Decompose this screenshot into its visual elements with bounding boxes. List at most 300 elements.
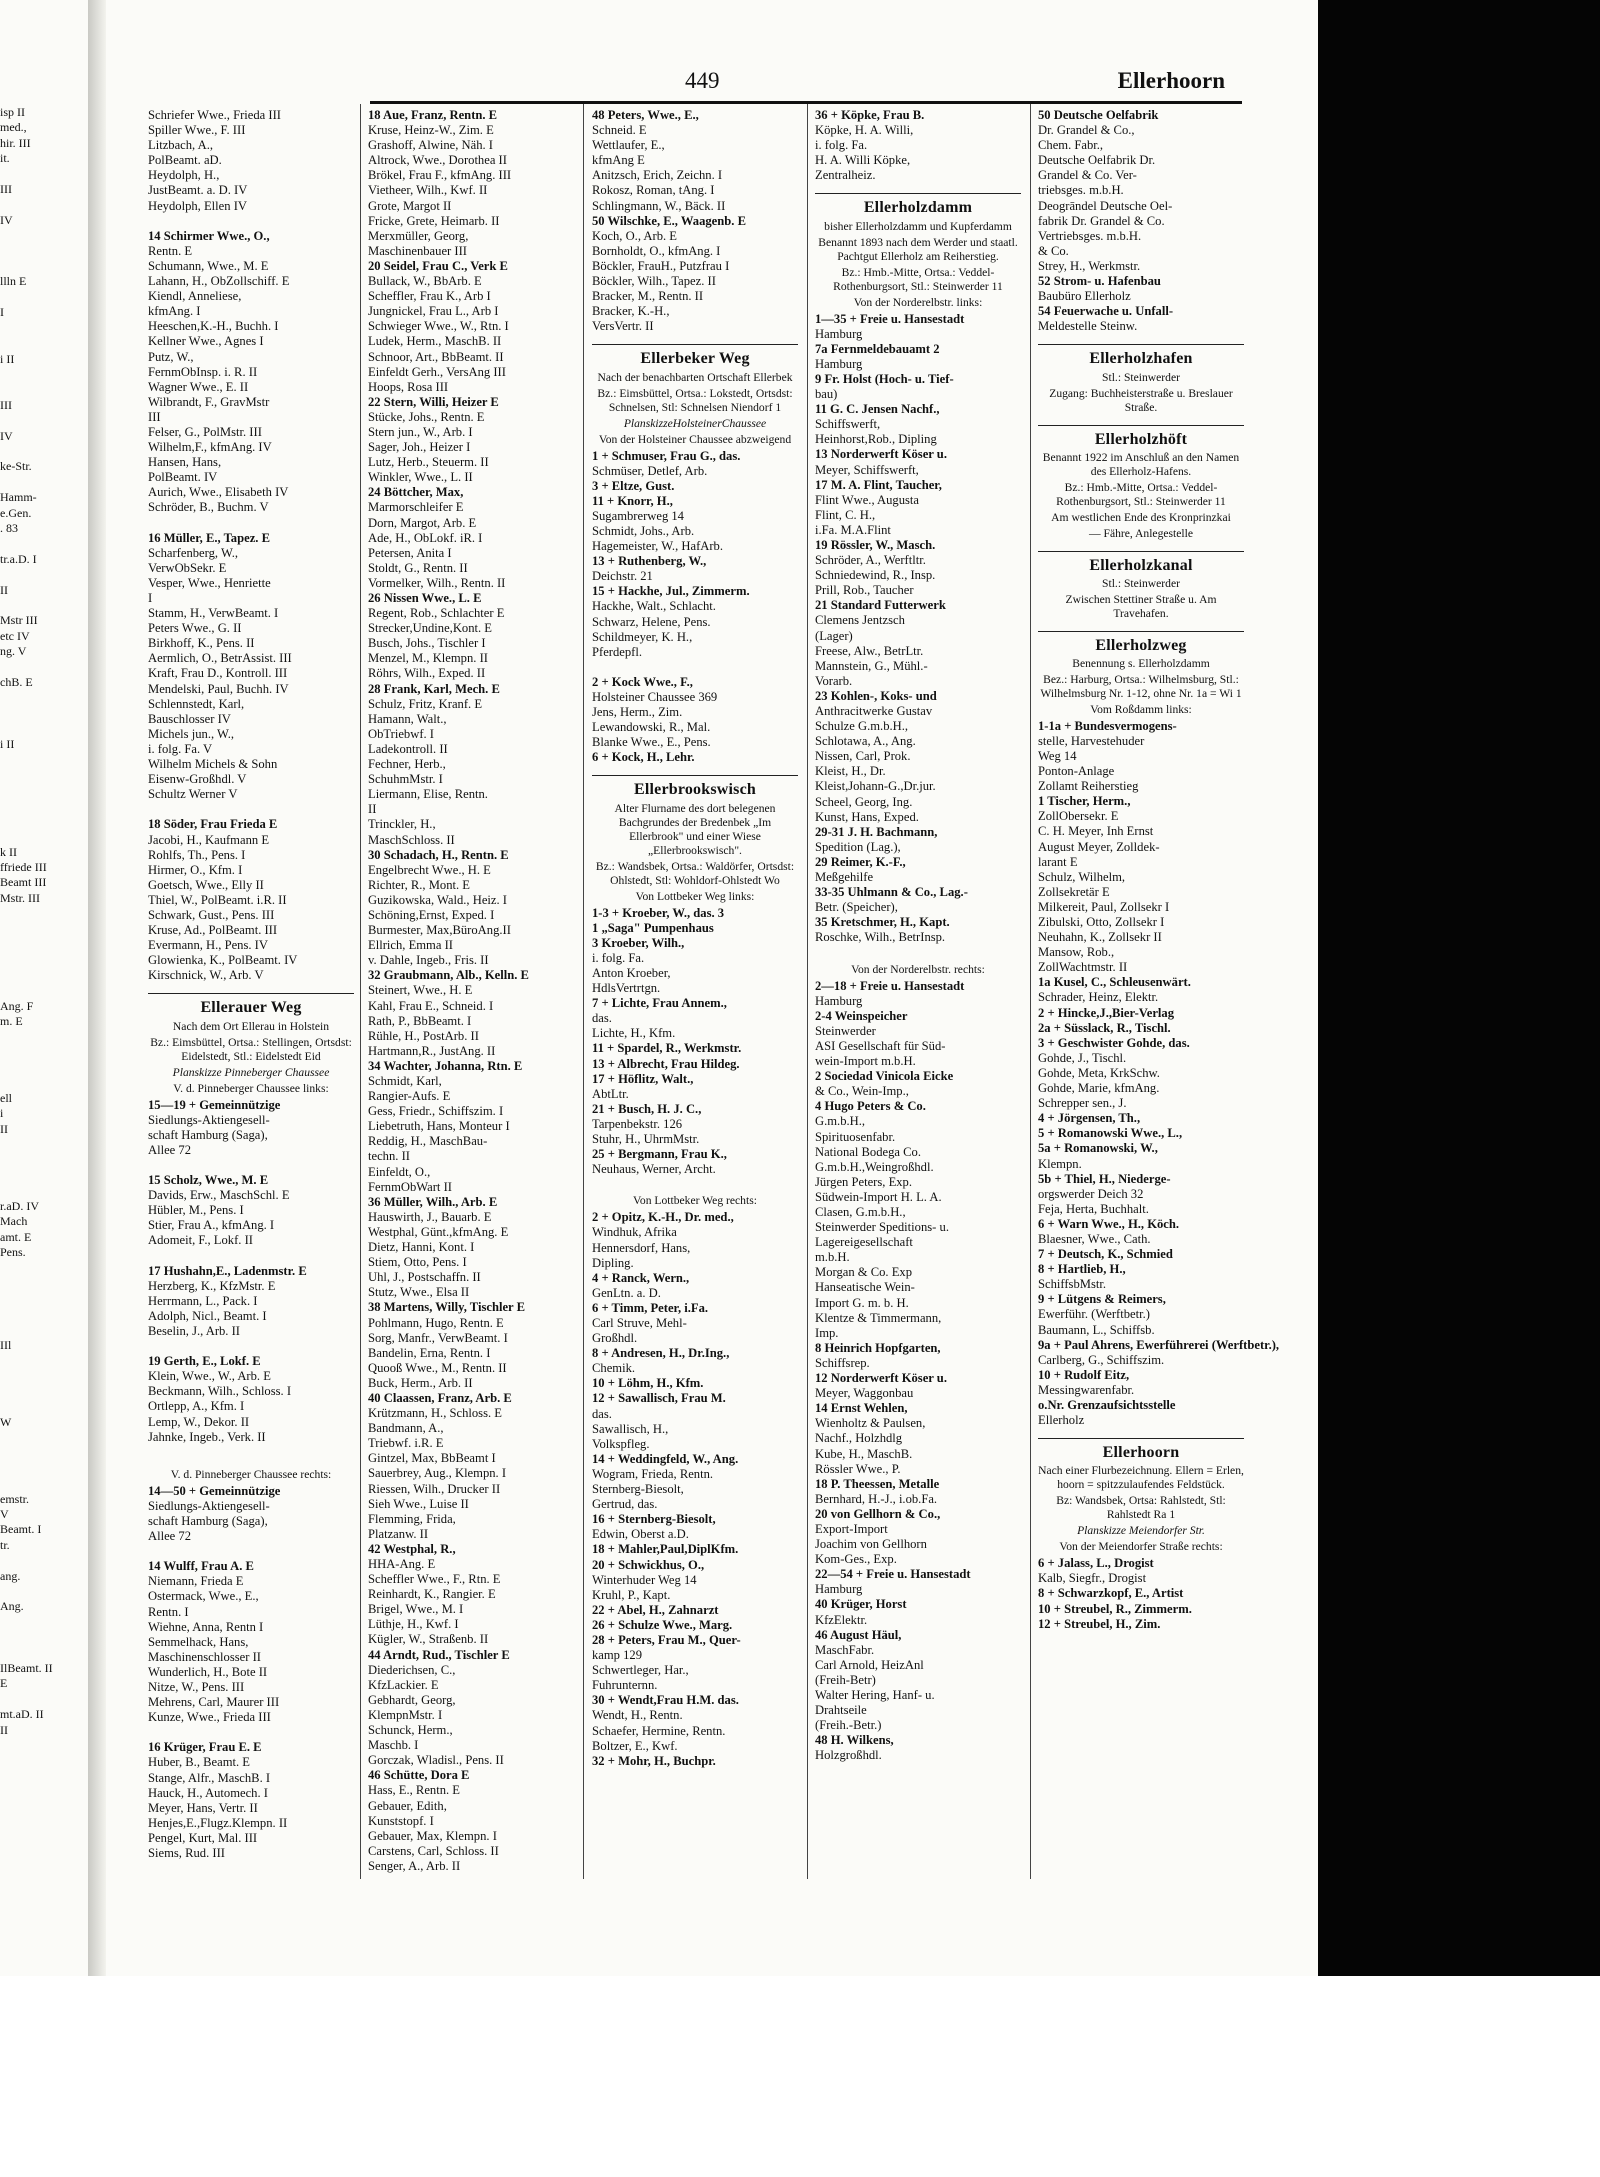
directory-entry: Gebauer, Edith,	[368, 1798, 447, 1813]
directory-entry: 40 Claassen, Franz, Arb. E	[368, 1390, 512, 1405]
edge-fragment: . 83	[0, 520, 18, 535]
section-separator	[148, 1460, 354, 1466]
directory-entry: 14 + Weddingfeld, W., Ang.	[592, 1451, 739, 1466]
directory-entry: 2a + Süsslack, R., Tischl.	[1038, 1020, 1171, 1035]
directory-entry: Gertrud, das.	[592, 1497, 658, 1512]
directory-entry: Deogrāndel Deutsche Oel-	[1038, 198, 1173, 213]
directory-entry: Fuhrunternn.	[592, 1678, 658, 1693]
directory-entry: Rentn. I	[148, 1604, 189, 1619]
directory-entry: Baumann, L., Schiffsb.	[1038, 1322, 1155, 1337]
edge-fragment: Pens.	[0, 1245, 26, 1260]
directory-entry: 2-4 Weinspeicher	[815, 1008, 908, 1023]
directory-entry: Neuhahn, K., Zollsekr II	[1038, 930, 1162, 945]
street-note: Zwischen Stettiner Straße u. Am Travehafen.	[1065, 592, 1217, 620]
directory-entry: Felser, G., PolMstr. III	[148, 424, 262, 439]
directory-entry: Rath, P., BbBeamt. I	[368, 1013, 472, 1028]
directory-entry: 48 H. Wilkens,	[815, 1733, 894, 1748]
directory-entry: Clasen, G.m.b.H.,	[815, 1205, 906, 1219]
edge-fragment: II	[0, 582, 8, 597]
directory-entry: 1 + Schmuser, Frau G., das.	[592, 448, 741, 463]
directory-entry: Import G. m. b. H.	[815, 1295, 909, 1310]
edge-fragment	[0, 382, 60, 397]
directory-entry: Anitzsch, Erich, Zeichn. I	[592, 168, 723, 183]
directory-entry: 30 + Wendt,Frau H.M. das.	[592, 1693, 739, 1708]
directory-entry: orgswerder Deich 32	[1038, 1186, 1144, 1201]
street-note: Von der Norderelbstr. rechts:	[851, 962, 985, 976]
directory-entry: AbtLtr.	[592, 1086, 629, 1101]
directory-entry: 26 + Schulze Wwe., Marg.	[592, 1617, 733, 1632]
edge-fragment: ang.	[0, 1568, 21, 1583]
directory-entry: Wilhelm Michels & Sohn	[148, 757, 278, 772]
edge-fragment	[0, 1183, 60, 1198]
edge-fragment	[0, 1060, 60, 1075]
directory-entry	[148, 1158, 354, 1173]
directory-entry: 2—18 + Freie u. Hansestadt	[815, 978, 965, 993]
directory-entry: Schlotawa, A., Ang.	[815, 734, 916, 749]
directory-entry: Dipling.	[592, 1255, 634, 1270]
directory-entry: 1a Kusel, C., Schleusenwärt.	[1038, 975, 1191, 990]
directory-entry: Lagereigesellschaft	[815, 1235, 913, 1250]
directory-entry: Heinhorst,Rob., Dipling	[815, 432, 937, 447]
directory-entry: Hirmer, O., Kfm. I	[148, 862, 243, 877]
directory-entry: Schlingmann, W., Bäck. II	[592, 198, 726, 213]
directory-entry: 13 + Albrecht, Frau Hildeg.	[592, 1056, 740, 1071]
street-note: Von der Norderelbstr. links:	[853, 295, 983, 309]
directory-entry: Birkhoff, K., Pens. II	[148, 636, 255, 651]
directory-entry	[592, 660, 798, 675]
directory-entry: Uhl, J., Postschaffn. II	[368, 1270, 481, 1285]
directory-entry: Guzikowska, Wald., Heiz. I	[368, 892, 507, 907]
directory-entry: ZollObersekr. E	[1038, 809, 1119, 824]
directory-entry: Allee 72	[148, 1142, 192, 1157]
directory-entry: 20 von Gellhorn & Co.,	[815, 1506, 941, 1521]
page-header	[100, 68, 1225, 102]
directory-column-1	[148, 108, 354, 1888]
directory-entry: Rokosz, Roman, tAng. I	[592, 183, 715, 198]
directory-entry: kfmAng E	[592, 153, 645, 168]
directory-entry: i.Fa. M.A.Flint	[815, 522, 891, 537]
directory-entry: G.m.b.H.,Weingroßhdl.	[815, 1159, 934, 1174]
directory-entry: Marmorschleifer E	[368, 500, 464, 515]
street-heading: Ellerholzweg	[1038, 631, 1244, 653]
directory-entry: Köpke, H. A. Willi,	[815, 123, 914, 138]
directory-entry: 8 + Hartlieb, H.,	[1038, 1262, 1126, 1277]
directory-entry: 2 + Opitz, K.-H., Dr. med.,	[592, 1210, 734, 1225]
directory-entry: 20 + Schwickhus, O.,	[592, 1557, 705, 1572]
edge-fragment	[0, 167, 60, 182]
directory-entry: Strecker,Undine,Kont. E	[368, 621, 493, 636]
directory-entry: Nachf., Holzhdlg	[815, 1431, 903, 1446]
edge-fragment: Beamt. I	[0, 1522, 42, 1537]
directory-entry: III	[148, 409, 161, 424]
edge-fragment	[0, 1399, 60, 1414]
edge-fragment: Mstr. III	[0, 890, 40, 905]
directory-entry: Pohlmann, Hugo, Rentn. E	[368, 1315, 504, 1330]
directory-entry: I	[148, 591, 153, 605]
directory-entry: Grashoff, Alwine, Näh. I	[368, 138, 493, 153]
directory-entry: Burmester, Max,BüroAng.II	[368, 923, 511, 938]
directory-entry: Stoldt, G., Rentn. II	[368, 560, 468, 575]
directory-entry: JustBeamt. a. D. IV	[148, 183, 248, 198]
directory-entry: 18 Söder, Frau Frieda E	[148, 817, 278, 832]
edge-fragment: IlBeamt. II	[0, 1661, 53, 1676]
directory-entry: (Freih-Betr)	[815, 1672, 876, 1687]
directory-entry: VersVertr. II	[592, 319, 654, 334]
street-note: PlanskizzeHolsteinerChaussee	[623, 416, 767, 430]
directory-entry	[148, 1445, 354, 1460]
directory-entry: fabrik Dr. Grandel & Co.	[1038, 213, 1165, 228]
directory-entry: 32 + Mohr, H., Buchpr.	[592, 1753, 716, 1768]
directory-entry: Winkler, Wwe., L. II	[368, 470, 473, 485]
directory-entry: 7 + Deutsch, K., Schmied	[1038, 1247, 1173, 1262]
directory-entry: 13 + Ruthenberg, W.,	[592, 554, 707, 569]
edge-fragment	[0, 1368, 60, 1383]
edge-fragment	[0, 1353, 60, 1368]
directory-entry: 50 Wilschke, E., Waagenb. E	[592, 213, 746, 228]
directory-entry: Vormelker, Wilh., Rentn. II	[368, 575, 506, 590]
directory-entry: Grote, Margot II	[368, 198, 452, 213]
directory-entry: 22—54 + Freie u. Hansestadt	[815, 1567, 971, 1582]
street-note: Benannt 1922 im Anschluß an den Namen des Ellerholz-Hafens.	[1042, 450, 1240, 478]
directory-entry: Hennersdorf, Hans,	[592, 1240, 691, 1255]
directory-entry: 12 Norderwerft Köser u.	[815, 1371, 947, 1386]
directory-entry: Wettlaufer, E.,	[592, 138, 665, 153]
street-note: Benannt 1893 nach dem Werder und staatl. Pachtgut Ellerholz am Reiherstieg.	[818, 235, 1018, 263]
directory-entry: Stücke, Johs., Rentn. E	[368, 409, 485, 424]
directory-entry: 6 + Warn Wwe., H., Köch.	[1038, 1216, 1180, 1231]
directory-entry: Hamann, Walt.,	[368, 711, 447, 726]
directory-entry: 3 + Eltze, Gust.	[592, 478, 675, 493]
edge-fragment	[0, 197, 60, 212]
directory-entry: Wiehne, Anna, Rentn I	[148, 1619, 264, 1634]
directory-entry: 12 + Sawallisch, Frau M.	[592, 1391, 726, 1406]
directory-entry: 1-1a + Bundesvermogens-	[1038, 718, 1177, 733]
directory-entry: Windhuk, Afrika	[592, 1225, 677, 1240]
directory-entry: Schlennstedt, Karl,	[148, 696, 245, 711]
street-note: Bz.: Wandsbek, Ortsa.: Waldörfer, Ortsdst: Ohlstedt, Stl: Wohldorf-Ohlstedt Wo	[595, 859, 795, 887]
edge-fragment	[0, 1584, 60, 1599]
directory-entry: Hagemeister, W., HafArb.	[592, 539, 723, 554]
directory-entry: Westphal, Günt.,kfmAng. E	[368, 1224, 509, 1239]
directory-entry: Schwark, Gust., Pens. III	[148, 907, 275, 922]
directory-entry: Hauck, H., Automech. I	[148, 1785, 268, 1800]
directory-entry: Sawallisch, H.,	[592, 1421, 669, 1436]
edge-fragment: E	[0, 1676, 8, 1691]
directory-entry: Hansen, Hans,	[148, 455, 222, 470]
edge-fragment: emstr.	[0, 1491, 29, 1506]
directory-entry: 16 Müller, E., Tapez. E	[148, 530, 270, 545]
directory-entry: Bracker, K.-H.,	[592, 304, 670, 319]
edge-fragment	[0, 1615, 60, 1630]
directory-entry: Clemens Jentzsch	[815, 613, 905, 628]
directory-entry: kfmAng. I	[148, 304, 201, 319]
directory-entry: 5 + Romanowski Wwe., L.,	[1038, 1126, 1183, 1141]
directory-entry: 32 Graubmann, Alb., Kelln. E	[368, 968, 529, 983]
directory-entry: schaft Hamburg (Saga),	[148, 1127, 268, 1142]
directory-entry: Gorczak, Wladisl., Pens. II	[368, 1753, 504, 1768]
directory-entry: 28 Frank, Karl, Mech. E	[368, 681, 500, 696]
edge-fragment	[0, 598, 60, 613]
street-note: Bz: Wandsbek, Ortsa: Rahlstedt, Stl: Rahlstedt Ra 1	[1056, 1494, 1226, 1522]
edge-fragment: r.aD. IV	[0, 1198, 39, 1213]
directory-entry: Holsteiner Chaussee 369	[592, 690, 718, 704]
edge-fragment: ng. V	[0, 644, 27, 659]
directory-entry: Altrock, Wwe., Dorothea II	[368, 153, 507, 168]
directory-entry: Beckmann, Wilh., Schloss. I	[148, 1384, 292, 1399]
directory-entry: Wilbrandt, F., GravMstr	[148, 394, 270, 409]
directory-entry: Anton Kroeber,	[592, 965, 671, 980]
edge-fragment	[0, 660, 60, 675]
directory-entry: Mansow, Rob.,	[1038, 945, 1115, 960]
directory-entry: KfzLackier. E	[368, 1677, 439, 1692]
directory-entry: Bracker, M., Rentn. II	[592, 289, 704, 304]
directory-entry: 21 + Busch, H. J. C.,	[592, 1101, 702, 1116]
directory-entry: Hamburg	[815, 326, 863, 341]
directory-entry: Pferdepfl.	[592, 644, 643, 659]
edge-fragment	[0, 290, 60, 305]
directory-entry: Schmidt, Johs., Arb.	[592, 523, 695, 538]
directory-entry: Ponton-Anlage	[1038, 764, 1115, 779]
directory-entry: Schrader, Heinz, Elektr.	[1038, 990, 1159, 1005]
directory-entry: Flint, C. H.,	[815, 507, 876, 522]
directory-entry: Heeschen,K.-H., Buchh. I	[148, 319, 279, 334]
directory-entry: Schwieger Wwe., W., Rtn. I	[368, 319, 509, 334]
directory-entry: Aurich, Wwe., Elisabeth IV	[148, 485, 289, 500]
directory-entry: Kraft, Frau D., Kontroll. III	[148, 666, 288, 681]
directory-entry: 17 + Höflitz, Walt.,	[592, 1071, 694, 1086]
edge-fragment: i	[0, 1106, 4, 1121]
directory-entry: 1—35 + Freie u. Hansestadt	[815, 311, 965, 326]
directory-entry: Scharfenberg, W.,	[148, 545, 239, 560]
edge-fragment	[0, 259, 60, 274]
street-note: — Fähre, Anlegestelle	[1089, 526, 1193, 540]
directory-entry: Mendelski, Paul, Buchh. IV	[148, 681, 289, 696]
directory-entry: 40 Krüger, Horst	[815, 1597, 907, 1612]
directory-entry: Jens, Herm., Zim.	[592, 705, 683, 720]
directory-column-5	[1038, 108, 1280, 1888]
directory-entry: 36 + Köpke, Frau B.	[815, 108, 925, 122]
directory-entry: G.m.b.H.,	[815, 1114, 866, 1129]
edge-fragment	[0, 1029, 60, 1044]
directory-entry: 8 + Schwarzkopf, E., Artist	[1038, 1586, 1184, 1601]
edge-fragment: chB. E	[0, 675, 33, 690]
directory-entry: Nissen, Carl, Prok.	[815, 749, 911, 764]
edge-fragment	[0, 1322, 60, 1337]
directory-entry: Spirituosenfabr.	[815, 1129, 896, 1144]
directory-entry: 5b + Thiel, H., Niederge-	[1038, 1171, 1171, 1186]
directory-entry: Schmidt, Karl,	[368, 1074, 442, 1088]
directory-entry: Steinwerder Speditions- u.	[815, 1220, 949, 1235]
directory-entry: 28 + Peters, Frau M., Quer-	[592, 1632, 741, 1647]
directory-entry: 29 Reimer, K.-F.,	[815, 854, 906, 869]
directory-entry: Beselin, J., Arb. II	[148, 1323, 240, 1338]
directory-entry: Hoops, Rosa III	[368, 379, 449, 394]
directory-entry	[815, 946, 1021, 961]
directory-entry: Kom-Ges., Exp.	[815, 1552, 897, 1567]
directory-entry: 8 Heinrich Hopfgarten,	[815, 1340, 941, 1355]
directory-entry: 18 Aue, Franz, Rentn. E	[368, 108, 498, 122]
directory-entry: Spedition (Lag.),	[815, 839, 901, 854]
directory-entry: 10 + Löhm, H., Kfm.	[592, 1376, 704, 1391]
directory-entry: Lemp, W., Dekor. II	[148, 1414, 250, 1429]
directory-entry: Lichte, H., Kfm.	[592, 1026, 676, 1041]
directory-entry: Siems, Rud. III	[148, 1846, 225, 1861]
edge-fragment	[0, 1445, 60, 1460]
directory-entry: Zibulski, Otto, Zollsekr I	[1038, 915, 1165, 929]
directory-entry: Liebetruth, Hans, Monteur I	[368, 1119, 510, 1134]
directory-entry: Engelbrecht Wwe., H. E	[368, 862, 491, 877]
directory-entry: Ortlepp, A., Kfm. I	[148, 1399, 245, 1414]
edge-fragment	[0, 1045, 60, 1060]
directory-entry: Imp.	[815, 1325, 839, 1340]
edge-fragment: ell	[0, 1091, 12, 1105]
directory-entry: v. Dahle, Ingeb., Fris. II	[368, 953, 489, 968]
edge-fragment	[0, 1153, 60, 1168]
directory-entry: Sauerbrey, Aug., Klempn. I	[368, 1466, 507, 1481]
directory-entry: KlempnMstr. I	[368, 1707, 443, 1722]
directory-entry: Jahnke, Ingeb., Verk. II	[148, 1429, 266, 1444]
directory-entry: Neuhaus, Werner, Archt.	[592, 1162, 716, 1177]
directory-entry: Brökel, Frau F., kfmAng. III	[368, 168, 512, 183]
directory-entry: Rössler Wwe., P.	[815, 1461, 901, 1476]
directory-entry: triebsges. m.b.H.	[1038, 183, 1124, 198]
street-note: Planskizze Pinneberger Chaussee	[172, 1065, 330, 1079]
directory-entry: KfzElektr.	[815, 1612, 868, 1627]
directory-entry: Carl Arnold, HeizAnl	[815, 1657, 924, 1672]
directory-entry: Weg 14	[1038, 748, 1077, 763]
street-note: Benennung s. Ellerholzdamm	[1072, 656, 1210, 670]
directory-entry: 12 + Streubel, H., Zim.	[1038, 1616, 1161, 1631]
directory-entry: Petersen, Anita I	[368, 545, 452, 560]
directory-entry: 54 Feuerwache u. Unfall-	[1038, 304, 1174, 319]
directory-entry: Kruse, Ad., PolBeamt. III	[148, 923, 278, 938]
edge-fragment: amt. E	[0, 1229, 32, 1244]
directory-entry: o.Nr. Grenzaufsichtsstelle	[1038, 1398, 1176, 1412]
directory-entry: Export-Import	[815, 1521, 888, 1536]
directory-entry: Vesper, Wwe., Henriette	[148, 575, 271, 590]
directory-entry: 33-35 Uhlmann & Co., Lag.-	[815, 885, 968, 900]
street-note: Bez.: Harburg, Ortsa.: Wilhelmsburg, Stl.: Wilhelmsburg Nr. 1-12, ohne Nr. 1a = Wi 1	[1040, 672, 1242, 700]
directory-entry: Reinhardt, K., Rangier. E	[368, 1587, 496, 1602]
street-heading: Ellerholzdamm	[815, 193, 1021, 215]
directory-entry: 38 Martens, Willy, Tischler E	[368, 1300, 525, 1315]
edge-fragment: k II	[0, 844, 17, 859]
edge-fragment	[0, 798, 60, 813]
directory-entry: 10 + Streubel, R., Zimmerm.	[1038, 1601, 1192, 1616]
directory-entry: 46 August Häul,	[815, 1627, 902, 1642]
directory-entry: II	[368, 802, 377, 817]
street-heading: Ellerholzkanal	[1038, 551, 1244, 573]
directory-entry: Südwein-Import H. L. A.	[815, 1189, 942, 1204]
directory-entry: Holzgroßhdl.	[815, 1748, 882, 1763]
directory-entry: Adomeit, F., Lokf. II	[148, 1233, 253, 1248]
directory-entry: Senger, A., Arb. II	[368, 1858, 461, 1873]
directory-entry: Rangier-Aufs. E	[368, 1089, 451, 1104]
directory-entry: Trinckler, H.,	[368, 817, 436, 832]
edge-fragment	[0, 767, 60, 782]
directory-entry: Fechner, Herb.,	[368, 757, 446, 772]
edge-fragment: III	[0, 182, 12, 197]
directory-entry: VerwObSekr. E	[148, 560, 227, 575]
edge-fragment	[0, 1430, 60, 1445]
directory-entry: GenLtn. a. D.	[592, 1285, 661, 1300]
directory-entry	[148, 1725, 354, 1740]
directory-entry: 8 + Andresen, H., Dr.Ing.,	[592, 1346, 730, 1361]
directory-entry: 19 Gerth, E., Lokf. E	[148, 1354, 261, 1369]
street-note: V. d. Pinneberger Chaussee rechts:	[170, 1467, 332, 1481]
directory-entry: 4 + Ranck, Wern.,	[592, 1270, 690, 1285]
directory-entry: Steinwerder	[815, 1023, 876, 1038]
directory-entry: Dr. Grandel & Co.,	[1038, 123, 1135, 138]
directory-entry: Hübler, M., Pens. I	[148, 1203, 244, 1218]
directory-entry: Schwarz, Helene, Pens.	[592, 614, 711, 629]
directory-entry: Ladekontroll. II	[368, 741, 448, 756]
directory-entry: 26 Nissen Wwe., L. E	[368, 591, 482, 605]
directory-entry: Lahann, H., ObZollschiff. E	[148, 274, 290, 289]
street-heading: Ellerbeker Weg	[592, 344, 798, 366]
header-rule	[370, 101, 1242, 104]
directory-entry: Eisenw-Großhdl. V	[148, 772, 247, 787]
edge-fragment	[0, 1076, 60, 1091]
directory-entry: MaschSchloss. II	[368, 832, 455, 847]
directory-entry: 15 Scholz, Wwe., M. E	[148, 1173, 269, 1187]
directory-entry: HHA-Ang. E	[368, 1557, 436, 1571]
directory-entry: Blanke Wwe., E., Pens.	[592, 735, 711, 750]
directory-entry: PolBeamt. IV	[148, 470, 218, 485]
edge-fragment	[0, 444, 60, 459]
directory-entry: Henjes,E.,Flugz.Klempn. II	[148, 1815, 288, 1830]
running-head: Ellerhoorn	[1117, 68, 1225, 93]
directory-entry: Schiffswerft,	[815, 417, 881, 432]
directory-entry: Winterhuder Weg 14	[592, 1572, 697, 1587]
directory-entry: Ostermack, Wwe., E.,	[148, 1589, 259, 1604]
directory-entry: C. H. Meyer, Inh Ernst	[1038, 824, 1154, 839]
directory-entry: Hass, E., Rentn. E	[368, 1783, 460, 1798]
edge-fragment: e.Gen.	[0, 505, 32, 520]
directory-entry: Sager, Joh., Heizer I	[368, 440, 471, 455]
directory-entry: Hauswirth, J., Bauarb. E	[368, 1209, 492, 1224]
directory-entry: Schröder, A., Werftltr.	[815, 553, 926, 568]
directory-entry: SchuhmMstr. I	[368, 772, 443, 787]
edge-fragment	[0, 983, 60, 998]
directory-entry: m.b.H.	[815, 1250, 850, 1265]
previous-page-edge-text	[0, 105, 60, 1895]
directory-entry: 14 Ernst Wehlen,	[815, 1401, 908, 1416]
directory-entry: Schumann, Wwe., M. E	[148, 258, 269, 273]
directory-entry: 3 + Geschwister Gohde, das.	[1038, 1035, 1190, 1050]
directory-entry: Glowienka, K., PolBeamt. IV	[148, 953, 298, 968]
directory-entry: schaft Hamburg (Saga),	[148, 1513, 268, 1528]
directory-entry: Gintzel, Max, BbBeamt I	[368, 1451, 496, 1466]
directory-entry: Thiel, W., PolBeamt. i.R. II	[148, 892, 287, 907]
directory-entry: 9a + Paul Ahrens, Ewerführerei (Werftbetr.),	[1038, 1337, 1280, 1352]
directory-entry: Evermann, H., Pens. IV	[148, 938, 268, 953]
directory-entry: 44 Arndt, Rud., Tischler E	[368, 1647, 510, 1662]
directory-entry: Schulz, Fritz, Kranf. E	[368, 696, 483, 711]
directory-entry: Zollamt Reiherstieg	[1038, 779, 1139, 794]
edge-fragment	[0, 829, 60, 844]
directory-entry: Lutz, Herb., Steuerm. II	[368, 455, 489, 470]
directory-entry: 52 Strom- u. Hafenbau	[1038, 274, 1161, 289]
edge-fragment: llln E	[0, 274, 27, 289]
directory-entry: ObTriebwf. I	[368, 726, 435, 741]
directory-entry: Blaesner, Wwe., Cath.	[1038, 1231, 1151, 1246]
directory-entry: Reddig, H., MaschBau-	[368, 1134, 488, 1149]
directory-entry: 17 M. A. Flint, Taucher,	[815, 477, 942, 492]
directory-entry: 25 + Bergmann, Frau K.,	[592, 1147, 727, 1162]
edge-fragment	[0, 321, 60, 336]
edge-fragment	[0, 567, 60, 582]
